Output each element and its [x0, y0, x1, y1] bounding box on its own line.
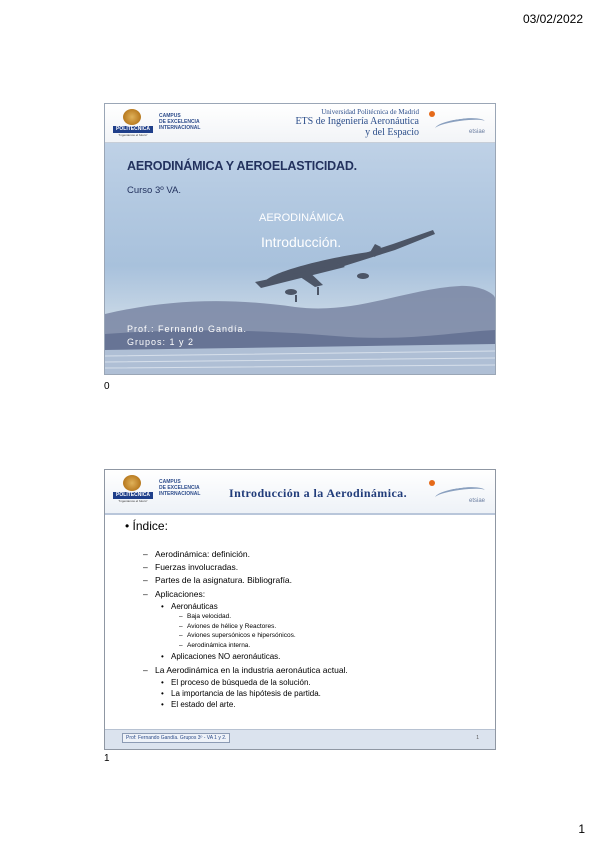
crest-icon: [123, 109, 141, 125]
index-heading: • Índice:: [125, 519, 168, 533]
intro-label: Introducción.: [261, 234, 342, 250]
tagline: "Ingeniamos el futuro": [118, 499, 148, 503]
list-item: – Aplicaciones:: [143, 588, 348, 601]
list-item: – Partes de la asignatura. Bibliografía.: [143, 574, 348, 587]
slide-0: [104, 103, 496, 375]
upm-logo: [113, 109, 153, 137]
campus-label: CAMPUS DE EXCELENCIA INTERNACIONAL: [159, 479, 201, 497]
slide-title: AERODINÁMICA Y AEROELASTICIDAD.: [127, 159, 357, 173]
list-item: • Aplicaciones NO aeronáuticas.: [143, 651, 348, 662]
list-item: – Aviones de hélice y Reactores.: [143, 622, 348, 632]
page-date: 03/02/2022: [522, 12, 583, 26]
list-item: – Baja velocidad.: [143, 612, 348, 622]
slide-index-1: 1: [104, 753, 110, 764]
school-name-line1: ETS de Ingeniería Aeronáutica: [295, 116, 419, 127]
list-item: – Aerodinámica interna.: [143, 641, 348, 651]
politecnica-label: POLITÉCNICA: [113, 492, 153, 499]
slide-footer: [105, 729, 495, 749]
politecnica-label: POLITÉCNICA: [113, 126, 153, 133]
upm-logo: [113, 475, 153, 503]
tagline: "Ingeniamos el futuro": [118, 133, 148, 137]
slide-header: [105, 104, 495, 143]
slide-header: [105, 470, 495, 515]
crest-icon: [123, 475, 141, 491]
list-item: • Aeronáuticas: [143, 601, 348, 612]
school-name-line2: y del Espacio: [365, 127, 419, 138]
list-item: – Fuerzas involucradas.: [143, 561, 348, 574]
index-heading-text: Índice:: [132, 519, 168, 533]
etsiae-logo: [425, 478, 489, 506]
course-label: Curso 3º VA.: [127, 185, 181, 196]
list-item: – Aviones supersónicos e hipersónicos.: [143, 631, 348, 641]
slide-title: Introducción a la Aerodinámica.: [229, 486, 407, 500]
subject-label: AERODINÁMICA: [259, 212, 344, 224]
etsiae-label: etsiae: [468, 129, 485, 135]
list-item: • El estado del arte.: [143, 699, 348, 710]
footer-slide-number: 1: [476, 735, 479, 741]
slide-index-0: 0: [104, 381, 110, 392]
list-item: • El proceso de búsqueda de la solución.: [143, 677, 348, 688]
groups-label: Grupos: 1 y 2: [127, 337, 195, 347]
etsiae-dot-icon: [429, 480, 435, 486]
list-item: • La importancia de las hipótesis de partida.: [143, 688, 348, 699]
list-item: – Aerodinámica: definición.: [143, 548, 348, 561]
list-item: – La Aerodinámica en la industria aeronáutica actual.: [143, 664, 348, 677]
professor-label: Prof.: Fernando Gandía.: [127, 324, 248, 334]
slide-1: [104, 469, 496, 750]
university-name: Universidad Politécnica de Madrid: [321, 108, 419, 116]
index-list: [143, 548, 348, 710]
page-number: 1: [578, 822, 585, 836]
etsiae-label: etsiae: [468, 498, 485, 504]
footer-label: Prof: Fernando Gandía. Grupos 3º - VA 1 y 2.: [122, 733, 230, 743]
etsiae-dot-icon: [429, 111, 435, 117]
slide-body: [105, 515, 495, 730]
etsiae-logo: [425, 109, 489, 137]
campus-label: CAMPUS DE EXCELENCIA INTERNACIONAL: [159, 113, 201, 131]
university-block: [295, 108, 419, 138]
